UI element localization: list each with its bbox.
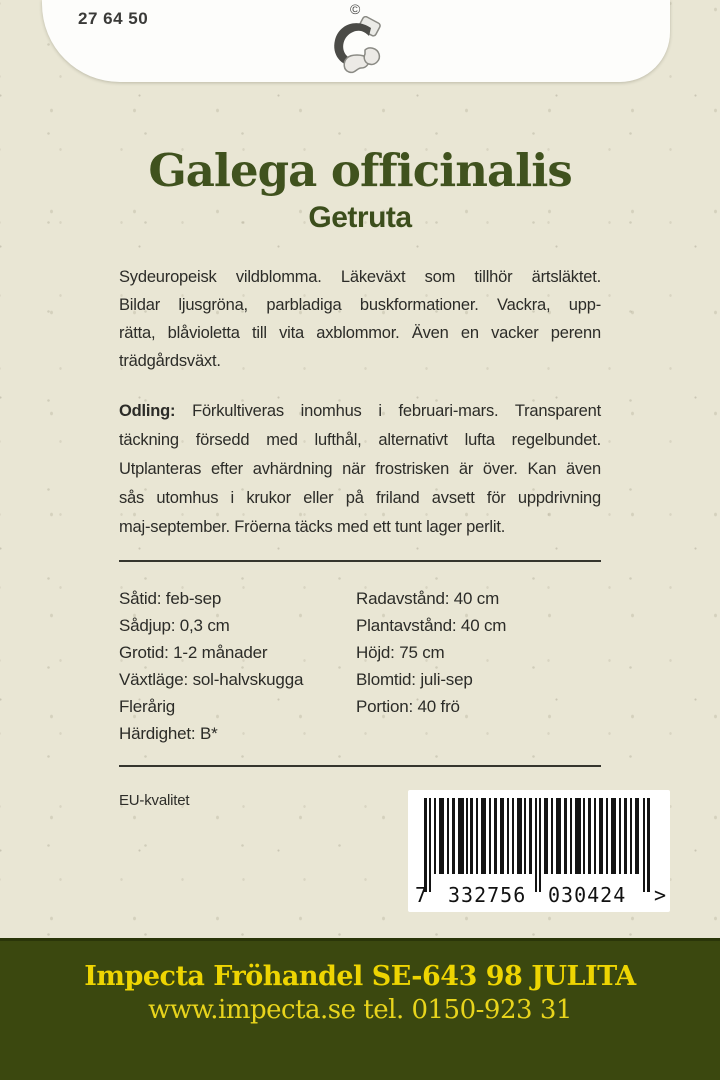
fact-line: Flerårig xyxy=(119,697,176,716)
fact-line: Portion: 40 frö xyxy=(356,697,460,716)
divider-line-bottom xyxy=(119,765,601,767)
fact-line: Sådjup: 0,3 cm xyxy=(119,616,230,635)
cultivation-lines xyxy=(119,426,601,542)
cultivation-first-line-text: Förkultiveras inomhus i februari-mars. Transparent xyxy=(192,402,601,420)
description-line: trädgårdsväxt. xyxy=(119,352,221,370)
barcode-digit-group1: 332756 xyxy=(448,883,527,907)
cultivation-line: Utplanteras efter avhärdning när frostrisken är över. Kan även xyxy=(119,460,601,478)
footer-bar xyxy=(0,938,720,1080)
facts-right-column xyxy=(356,585,606,720)
goat-brand-logo-icon xyxy=(327,16,385,76)
fact-line: Grotid: 1-2 månader xyxy=(119,643,268,662)
barcode-digit-group2: 030424 xyxy=(548,883,627,907)
cultivation-first-line xyxy=(119,397,601,426)
description-paragraph xyxy=(119,263,601,375)
cultivation-line: täckning försedd med lufthål, alternativt lufta regelbundet. xyxy=(119,431,601,449)
fact-line: Höjd: 75 cm xyxy=(356,643,445,662)
cultivation-paragraph xyxy=(119,397,601,542)
barcode-digit-prefix: 7 xyxy=(415,883,429,907)
description-line: rätta, blåvioletta till vita axblommor. Även en vacker perenn xyxy=(119,324,601,342)
plant-latin-name: Galega officinalis xyxy=(148,144,572,197)
barcode xyxy=(408,790,670,912)
divider-line-top xyxy=(119,560,601,562)
footer-address-line: Impecta Fröhandel SE-643 98 JULITA xyxy=(84,961,636,992)
facts-left-column xyxy=(119,585,355,747)
footer-contact-line: www.impecta.se tel. 0150-923 31 xyxy=(148,995,572,1025)
article-number: 27 64 50 xyxy=(78,9,149,28)
description-line: Sydeuropeisk vildblomma. Läkeväxt som tillhör ärtsläktet. xyxy=(119,268,601,286)
barcode-digit-suffix: > xyxy=(653,883,667,907)
fact-line: Plantavstånd: 40 cm xyxy=(356,616,507,635)
eu-quality-label: EU-kvalitet xyxy=(119,792,190,809)
cultivation-line: maj-september. Fröerna täcks med ett tunt lager perlit. xyxy=(119,518,506,536)
plant-common-name: Getruta xyxy=(308,201,412,234)
fact-line: Radavstånd: 40 cm xyxy=(356,589,500,608)
fact-line: Blomtid: juli-sep xyxy=(356,670,473,689)
cultivation-label: Odling: xyxy=(119,402,176,420)
fact-line: Såtid: feb-sep xyxy=(119,589,222,608)
description-line: Bildar ljusgröna, parbladiga buskformationer. Vackra, upp- xyxy=(119,296,601,314)
fact-line: Härdighet: B* xyxy=(119,724,218,743)
cultivation-line: sås utomhus i krukor eller på friland avsett för uppdrivning xyxy=(119,489,601,507)
copyright-icon: © xyxy=(350,1,361,17)
fact-line: Växtläge: sol-halvskugga xyxy=(119,670,304,689)
